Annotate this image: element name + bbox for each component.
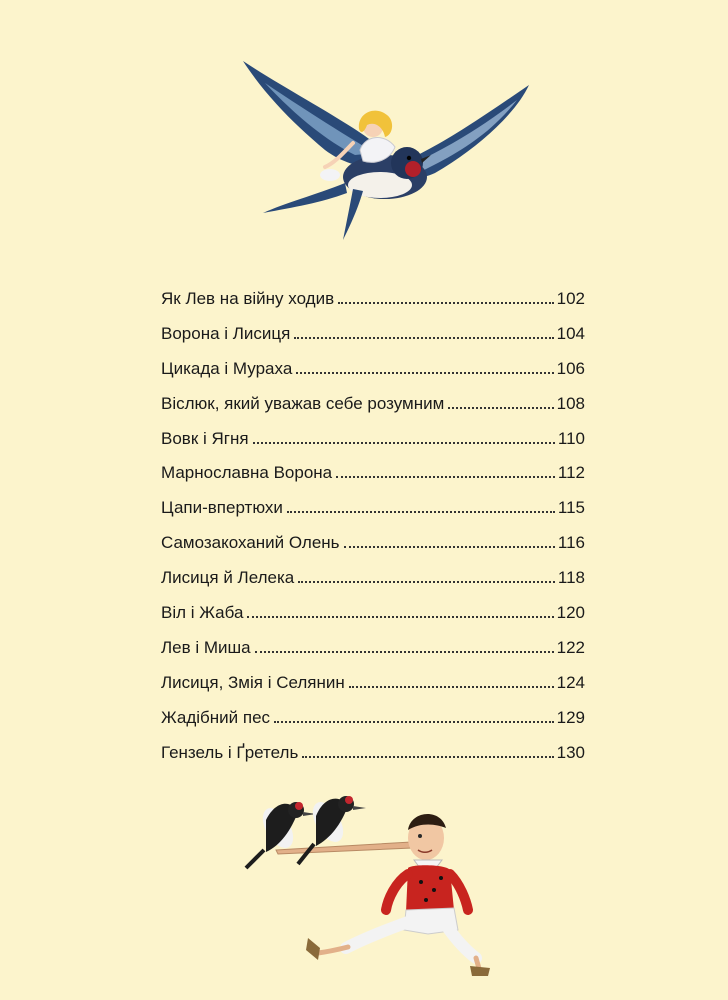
swallow-tail xyxy=(263,183,347,213)
dot-leader xyxy=(247,615,553,618)
swallow-illustration xyxy=(235,55,535,245)
toc-entry[interactable] xyxy=(161,736,585,771)
toc-entry[interactable] xyxy=(161,317,585,352)
woodpecker-icon xyxy=(298,796,366,864)
toc-entry[interactable] xyxy=(161,456,585,491)
toc-entry[interactable] xyxy=(161,352,585,387)
toc-entry-page: 130 xyxy=(556,742,585,762)
toc-entry-title: Самозакоханий Олень xyxy=(161,533,340,553)
dot-leader xyxy=(255,650,554,653)
toc-entry-page: 120 xyxy=(556,603,585,623)
dot-leader xyxy=(302,755,553,758)
toc-entry-page: 106 xyxy=(556,358,585,378)
dot-leader xyxy=(336,475,555,478)
toc-entry-title: Цапи-впертюхи xyxy=(161,498,283,518)
table-of-contents xyxy=(161,282,585,770)
dot-leader xyxy=(294,336,553,339)
toc-entry[interactable] xyxy=(161,387,585,422)
toc-entry[interactable] xyxy=(161,526,585,561)
toc-entry-title: Віслюк, який уважав себе розумним xyxy=(161,393,445,413)
toc-entry-title: Марнославна Ворона xyxy=(161,463,333,483)
toc-entry-page: 122 xyxy=(556,637,585,657)
toc-entry-page: 110 xyxy=(557,428,585,448)
toc-entry[interactable] xyxy=(161,282,585,317)
toc-entry-title: Лев і Миша xyxy=(161,637,251,657)
toc-entry-title: Лисиця й Лелека xyxy=(161,568,295,588)
toc-entry[interactable] xyxy=(161,561,585,596)
toc-entry-title: Вовк і Ягня xyxy=(161,428,249,448)
toc-entry-title: Лисиця, Змія і Селянин xyxy=(161,672,345,692)
pinocchio-illustration xyxy=(236,790,506,980)
toc-entry-title: Жадібний пес xyxy=(161,707,271,727)
toc-entry[interactable] xyxy=(161,596,585,631)
dot-leader xyxy=(344,545,555,548)
toc-entry-title: Цикада і Мураха xyxy=(161,358,293,378)
toc-entry-page: 102 xyxy=(556,289,585,308)
toc-entry-page: 116 xyxy=(557,533,585,553)
toc-entry-title: Гензель і Ґретель xyxy=(161,742,299,762)
toc-entry[interactable] xyxy=(161,491,585,526)
woodpecker-icon xyxy=(246,802,316,868)
toc-entry[interactable] xyxy=(161,701,585,736)
dot-leader xyxy=(298,580,555,583)
dot-leader xyxy=(349,685,554,688)
toc-entry-title: Віл і Жаба xyxy=(161,603,244,623)
dot-leader xyxy=(338,301,554,304)
dot-leader xyxy=(287,510,555,513)
toc-entry-page: 112 xyxy=(557,463,585,483)
dot-leader xyxy=(448,406,553,409)
toc-entry-page: 124 xyxy=(556,672,585,692)
toc-entry[interactable] xyxy=(161,422,585,457)
toc-entry[interactable] xyxy=(161,631,585,666)
dot-leader xyxy=(296,371,553,374)
toc-entry-page: 108 xyxy=(556,393,585,413)
dot-leader xyxy=(274,720,554,723)
toc-entry-page: 129 xyxy=(556,707,585,727)
pinocchio-shoe xyxy=(470,966,490,976)
toc-entry-page: 104 xyxy=(556,323,585,343)
dot-leader xyxy=(253,441,555,444)
toc-entry-title: Як Лев на війну ходив xyxy=(161,289,335,308)
toc-entry-page: 118 xyxy=(557,568,585,588)
toc-entry-page: 115 xyxy=(557,498,585,518)
pinocchio-shoe xyxy=(306,938,320,960)
toc-entry-title: Ворона і Лисиця xyxy=(161,323,291,343)
pinocchio-nose xyxy=(276,842,412,854)
toc-entry[interactable] xyxy=(161,666,585,701)
